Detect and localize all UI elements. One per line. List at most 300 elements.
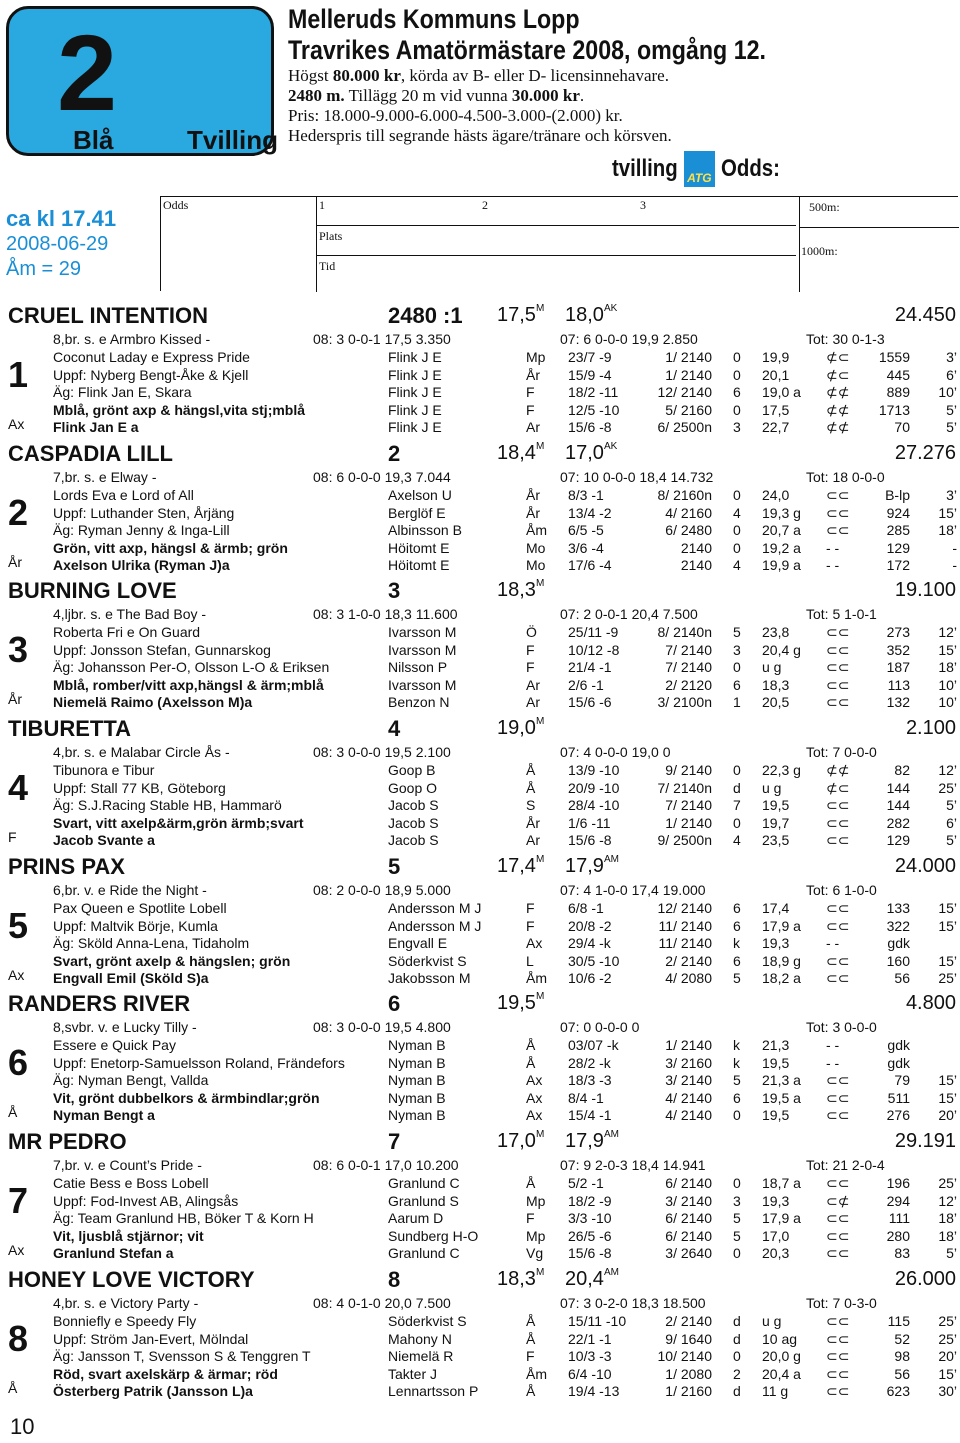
start-line-cell: 1/ 2140 xyxy=(665,814,712,831)
start-line xyxy=(0,1090,960,1107)
start-line-cell: Å xyxy=(526,1054,536,1071)
start-line xyxy=(0,1037,960,1054)
driver-license: Ax xyxy=(8,967,25,983)
start-line-cell: Jacob Svante a xyxy=(53,832,155,849)
start-line-cell: F xyxy=(526,1348,535,1365)
horse-record-1: $18,3^M$ xyxy=(497,578,545,601)
start-line-cell: ⊂⊂ xyxy=(826,659,850,676)
start-line-cell: Flink J E xyxy=(388,419,442,436)
start-line-cell: 5’ xyxy=(946,797,957,814)
start-line-cell: 6/8 -1 xyxy=(568,900,604,916)
start-line-cell: 29/4 -k xyxy=(568,935,611,952)
start-line-cell: - - xyxy=(826,1037,840,1053)
start-line xyxy=(0,624,960,641)
start-line-cell: 3 xyxy=(733,1192,741,1209)
start-line-cell: Äg: Team Granlund HB, Böker T & Korn H xyxy=(53,1210,314,1227)
start-line-cell: F xyxy=(526,1210,535,1227)
start-line-cell: ⊂⊂ xyxy=(826,1245,850,1262)
start-line-cell: 15’ xyxy=(938,1072,957,1089)
start-line-cell: 0 xyxy=(733,762,741,778)
start-line xyxy=(0,349,960,366)
start-line-cell: Åm xyxy=(526,522,547,539)
horse-stat-info: 4,ljbr. s. e The Bad Boy - xyxy=(53,606,207,622)
start-line xyxy=(0,1104,960,1124)
start-line-cell: 4/ 2080 xyxy=(665,970,712,987)
start-line-cell: 10’ xyxy=(938,384,957,401)
start-line xyxy=(0,918,960,935)
horse-stat-info: 6,br. v. e Ride the Night - xyxy=(53,882,207,898)
horse-stat-info: 8,br. s. e Armbro Kissed - xyxy=(53,331,211,347)
start-line xyxy=(0,1210,960,1227)
start-line-cell: 70 xyxy=(894,419,910,436)
start-line-cell: Ivarsson M xyxy=(388,676,457,693)
start-line-cell: 1/6 -11 xyxy=(568,814,611,831)
start-line xyxy=(0,505,960,522)
start-line-cell: 9/ 1640 xyxy=(665,1330,712,1347)
start-line-cell: 322 xyxy=(886,917,910,934)
start-line-cell: ⊄⊂ xyxy=(826,349,850,365)
start-line-cell: 445 xyxy=(886,366,910,383)
start-line-cell: 6/ 2140 xyxy=(665,1227,712,1244)
start-line-cell: 1/ 2140 xyxy=(665,366,712,383)
horse-record-1: $17,5^M$ xyxy=(497,303,545,326)
horse-stat-info: 07: 9 2-0-3 18,4 14.941 xyxy=(560,1157,706,1173)
start-line-cell: Österberg Patrik (Jansson L)a xyxy=(53,1383,253,1400)
horse-distance: 8 xyxy=(388,1267,401,1292)
horse-stat-info: 08: 6 0-0-0 19,3 7.044 xyxy=(313,469,451,485)
grid-tid-label: Tid xyxy=(319,259,336,273)
start-line-cell: u g xyxy=(762,659,782,676)
start-line-cell: Granlund S xyxy=(388,1192,459,1209)
horse-distance: 3 xyxy=(388,578,401,603)
start-line-cell: 623 xyxy=(886,1383,910,1400)
start-line xyxy=(0,900,960,917)
start-line-cell: 11/ 2140 xyxy=(658,917,712,934)
atg-horse-icon: ATG xyxy=(684,151,715,187)
start-line-cell: 17/6 -4 xyxy=(568,557,612,574)
start-line-cell: 6/5 -5 xyxy=(568,522,604,539)
start-line-cell: 15’ xyxy=(938,641,957,658)
start-line-cell: 20,5 xyxy=(762,694,790,711)
start-line-cell: - xyxy=(952,557,957,574)
start-line-cell: d xyxy=(733,1330,741,1347)
horse-stat-info: 4,br. s. e Victory Party - xyxy=(53,1295,199,1311)
start-line-cell: Nyman B xyxy=(388,1107,446,1124)
horse-stat-info: 07: 0 0-0-0 0 xyxy=(560,1019,640,1035)
start-line-cell: ⊄⊄ xyxy=(826,401,850,418)
start-line-cell: Jacob S xyxy=(388,797,439,814)
grid-col-2: 2 xyxy=(482,198,488,212)
start-line-cell: Roberta Fri e On Guard xyxy=(53,624,201,640)
horse-stat-info: Tot: 7 0-0-0 xyxy=(806,744,877,760)
horse-stat-info: 08: 3 1-0-0 18,3 11.600 xyxy=(313,606,458,622)
horse-record-2: $17,0^{AK}$ xyxy=(565,441,618,464)
start-line-cell: Benzon N xyxy=(388,694,450,711)
start-line-cell: 25’ xyxy=(938,1330,957,1347)
start-line-cell: 1/ 2140 xyxy=(665,349,712,365)
start-line-cell: Å xyxy=(526,1313,536,1329)
start-line-cell: Mahony N xyxy=(388,1330,452,1347)
start-line-cell: Ivarsson M xyxy=(388,641,457,658)
start-line-cell: 18’ xyxy=(938,1227,957,1244)
start-line-cell: 20,0 g xyxy=(762,1348,801,1365)
start-line-cell: 352 xyxy=(886,641,910,658)
start-line xyxy=(0,659,960,676)
start-line-cell: 21,3 a xyxy=(762,1072,801,1089)
start-line-cell: 15’ xyxy=(938,900,957,916)
start-line-cell: 3 xyxy=(733,641,741,658)
horse-odds-total: 24.000 xyxy=(894,855,956,877)
start-line-cell: Engvall E xyxy=(388,935,448,952)
start-line-cell: k xyxy=(733,1054,740,1071)
start-line-cell: - - xyxy=(826,539,840,556)
driver-license: År xyxy=(8,554,22,570)
driver-license: F xyxy=(8,829,17,845)
start-line-cell: Pax Queen e Spotlite Lobell xyxy=(53,900,227,916)
start-line-cell: 7/ 2140 xyxy=(665,641,712,658)
start-line-cell: ⊄⊄ xyxy=(826,384,850,401)
start-line-cell: ⊂⊂ xyxy=(826,624,850,640)
start-line-cell: Ivarsson M xyxy=(388,624,457,640)
start-line-cell: 0 xyxy=(733,659,741,676)
start-line-cell: 22,3 g xyxy=(762,762,801,778)
start-line xyxy=(0,1175,960,1192)
start-line-cell: 18,2 a xyxy=(762,970,801,987)
start-line-cell: 79 xyxy=(894,1072,910,1089)
race-subtitle: Travrikes Amatörmästare 2008, omgång 12. xyxy=(288,35,766,65)
start-line-cell: u g xyxy=(762,1313,782,1329)
start-line-cell: 1713 xyxy=(878,401,910,418)
result-grid xyxy=(160,196,958,291)
horse-name: HONEY LOVE VICTORY xyxy=(8,1267,255,1292)
tvilling-odds-logo xyxy=(612,150,790,188)
start-line-cell: 3/3 -10 xyxy=(568,1210,612,1227)
start-line-cell: Flink Jan E a xyxy=(53,419,139,436)
horse-record-1: $19,0^M$ xyxy=(497,716,545,739)
start-line-cell: F xyxy=(526,401,535,418)
post-position: 1 xyxy=(8,354,29,395)
start-line-cell: Berglöf E xyxy=(388,504,446,521)
start-line-cell: 23/7 -9 xyxy=(568,349,612,365)
start-line-cell: ⊂⊂ xyxy=(826,1383,850,1400)
start-line-cell: 6 xyxy=(733,952,741,969)
start-line-cell: Uppf: Enetorp-Samuelsson Roland, Frändefors xyxy=(53,1054,345,1071)
race-header xyxy=(288,4,844,146)
start-line-cell: 3/6 -4 xyxy=(568,539,604,556)
horse-entry xyxy=(0,305,960,441)
start-line-cell: 111 xyxy=(888,1210,910,1227)
start-line-cell: 2/6 -1 xyxy=(568,676,604,693)
start-line-cell: Ö xyxy=(526,624,537,640)
horse-stat-info: 07: 2 0-0-1 20,4 7.500 xyxy=(560,606,698,622)
start-line-cell: Jakobsson M xyxy=(388,970,471,987)
horse-distance: 6 xyxy=(388,991,401,1016)
horse-stat-info: 08: 4 0-1-0 20,0 7.500 xyxy=(313,1295,451,1311)
start-line-cell: 0 xyxy=(733,366,741,383)
start-line-cell: 6/4 -10 xyxy=(568,1365,612,1382)
start-line-cell: 15/6 -6 xyxy=(568,694,612,711)
start-line-cell: 4 xyxy=(733,504,741,521)
start-line-cell: 15’ xyxy=(938,952,957,969)
horse-stat-info: 7,br. s. e Elway - xyxy=(53,469,157,485)
start-line xyxy=(0,1072,960,1089)
start-line-cell: 6/ 2500n xyxy=(657,419,712,436)
start-line-cell: ⊂⊂ xyxy=(826,1330,850,1347)
horse-entry xyxy=(0,443,960,579)
start-line-cell: Sundberg H-O xyxy=(388,1227,479,1244)
start-line-cell: År xyxy=(526,814,540,831)
start-line-cell: 18/3 -3 xyxy=(568,1072,612,1089)
start-line-cell: 20,4 a xyxy=(762,1365,801,1382)
horse-name: RANDERS RIVER xyxy=(8,991,191,1016)
start-line-cell: Andersson M J xyxy=(388,900,482,916)
driver-license: År xyxy=(8,691,22,707)
start-line-cell: 15/6 -8 xyxy=(568,419,612,436)
horse-record-1: $19,5^M$ xyxy=(497,991,545,1014)
start-line xyxy=(0,762,960,779)
start-line-cell: 115 xyxy=(887,1313,910,1329)
start-line-cell: Ar xyxy=(526,832,540,849)
start-line-cell: 276 xyxy=(886,1107,910,1124)
start-line-cell: 3/ 2160 xyxy=(665,1054,712,1071)
start-line-cell: 4/ 2140 xyxy=(665,1089,712,1106)
start-line-cell: 56 xyxy=(894,970,910,987)
start-line-cell: Tibunora e Tibur xyxy=(53,762,155,778)
start-line-cell: Nyman B xyxy=(388,1054,446,1071)
race-type: Tvilling xyxy=(187,125,278,155)
start-line-cell: ⊂⊂ xyxy=(826,1365,850,1382)
start-line-cell: ⊂⊂ xyxy=(826,900,850,916)
horse-stat-info: 08: 3 0-0-0 19,5 4.800 xyxy=(313,1019,451,1035)
start-line-cell: 10’ xyxy=(938,676,957,693)
start-line-cell: 12/ 2140 xyxy=(657,384,712,401)
start-line-cell: 10/6 -2 xyxy=(568,970,612,987)
start-line-cell: 15’ xyxy=(938,917,957,934)
grid-col-1: 1 xyxy=(319,198,325,212)
start-line-cell: ⊂⊂ xyxy=(826,487,850,503)
start-time: ca kl 17.41 xyxy=(6,206,117,231)
start-line-cell: 5’ xyxy=(946,832,957,849)
start-line xyxy=(0,815,960,832)
horse-entry xyxy=(0,1131,960,1267)
horse-stat-info: 08: 2 0-0-0 18,9 5.000 xyxy=(313,882,451,898)
start-line-cell: Jacob S xyxy=(388,814,439,831)
start-line-cell: 30/5 -10 xyxy=(568,952,620,969)
start-line-cell: 12’ xyxy=(938,1192,957,1209)
horse-stat-info: Tot: 6 1-0-0 xyxy=(806,882,877,898)
start-line-cell: 0 xyxy=(733,1175,741,1191)
start-line-cell: L xyxy=(526,952,534,969)
start-line-cell: 0 xyxy=(733,1348,741,1365)
start-line-cell: 5 xyxy=(733,970,741,987)
start-line-cell: 19,3 g xyxy=(762,504,801,521)
start-line-cell: 4/ 2160 xyxy=(665,504,712,521)
start-line-cell: 21/4 -1 xyxy=(568,659,612,676)
start-line-cell: ⊂⊂ xyxy=(826,917,850,934)
race-condition-line: 2480 m. Tillägg 20 m vid vunna 30.000 kr. xyxy=(288,86,585,105)
driver-license: Ax xyxy=(8,416,25,432)
start-line-cell: F xyxy=(526,900,535,916)
start-line-cell: 6 xyxy=(733,900,741,916)
start-line-cell: 285 xyxy=(886,522,910,539)
start-line-cell: 19,3 xyxy=(762,935,790,952)
start-line-cell: Lennartsson P xyxy=(388,1383,479,1400)
start-line-cell: ⊄⊂ xyxy=(826,779,850,796)
horse-record-1: $18,3^M$ xyxy=(497,1267,545,1290)
start-line-cell: 17,0 xyxy=(762,1227,790,1244)
start-line-cell: 924 xyxy=(886,504,910,521)
start-line-cell: Vit, ljusblå stjärnor; vit xyxy=(53,1227,204,1244)
horse-distance: 5 xyxy=(388,854,401,879)
start-line-cell: S xyxy=(526,797,536,814)
start-line-cell: Höitomt E xyxy=(388,557,450,574)
start-line-cell: 2140 xyxy=(680,539,712,556)
start-line-cell: Ar xyxy=(526,419,540,436)
start-line-cell: Uppf: Stall 77 KB, Göteborg xyxy=(53,779,226,796)
post-position: 2 xyxy=(8,492,29,533)
start-line-cell: F xyxy=(526,917,535,934)
start-line-cell: Å xyxy=(526,1330,536,1347)
start-line-cell: 19,2 a xyxy=(762,539,801,556)
start-line-cell: Uppf: Maltvik Börje, Kumla xyxy=(53,917,218,934)
start-line-cell: Flink J E xyxy=(388,349,442,365)
start-line-cell: Mo xyxy=(526,557,546,574)
post-position: 7 xyxy=(8,1180,29,1221)
horse-name: PRINS PAX xyxy=(8,854,125,879)
start-line-cell: Andersson M J xyxy=(388,917,482,934)
start-line-cell: ⊄⊄ xyxy=(826,762,850,778)
start-line-cell: 5/ 2160 xyxy=(665,401,712,418)
start-line-cell: År xyxy=(526,487,540,503)
start-line-cell: Essere e Quick Pay xyxy=(53,1037,176,1053)
start-line-cell: Granlund Stefan a xyxy=(53,1245,174,1262)
post-position: 6 xyxy=(8,1042,29,1083)
horse-stat-info: 07: 4 0-0-0 19,0 0 xyxy=(560,744,671,760)
start-line-cell: 18’ xyxy=(938,1210,957,1227)
start-line-cell: 113 xyxy=(887,676,910,693)
start-line-cell: 0 xyxy=(733,814,741,831)
start-line xyxy=(0,642,960,659)
start-line-cell: Å xyxy=(526,779,536,796)
driver-license: Ax xyxy=(8,1242,25,1258)
start-line-cell: 19,5 xyxy=(762,797,790,814)
start-line-cell: 20,1 xyxy=(762,366,790,383)
start-line-cell: Aarum D xyxy=(388,1210,444,1227)
start-line-cell: Äg: Ryman Jenny & Inga-Lill xyxy=(53,522,230,539)
start-line-cell: 20,7 a xyxy=(762,522,801,539)
start-line-cell: 17,9 a xyxy=(762,1210,801,1227)
start-line-cell: ⊂⊂ xyxy=(826,1313,850,1329)
start-line-cell: 5 xyxy=(733,1227,741,1244)
start-line-cell: 12/5 -10 xyxy=(568,401,620,418)
horse-stat-info: Tot: 21 2-0-4 xyxy=(806,1157,885,1173)
start-line-cell: Röd, svart axelskärp & ärmar; röd xyxy=(53,1365,278,1382)
start-line-cell: 144 xyxy=(886,797,910,814)
start-line-cell: 2/ 2120 xyxy=(665,676,712,693)
start-line-cell: 21,3 xyxy=(762,1037,790,1053)
start-line-cell: Mblå, romber/vitt axp,hängsl & ärm;mblå xyxy=(53,676,324,693)
start-line-cell: 511 xyxy=(887,1089,910,1106)
start-line-cell: Goop B xyxy=(388,762,436,778)
start-line-cell: 25’ xyxy=(938,1175,957,1191)
start-line-cell: Jacob S xyxy=(388,832,439,849)
start-line-cell: d xyxy=(733,779,741,796)
start-line-cell: 132 xyxy=(886,694,910,711)
start-line-cell: 5/2 -1 xyxy=(568,1175,604,1191)
post-position: 8 xyxy=(8,1318,29,1359)
start-line-cell: År xyxy=(526,504,540,521)
start-line-cell: 19,5 xyxy=(762,1107,790,1124)
start-line-cell: Granlund C xyxy=(388,1175,460,1191)
start-line-cell: 25’ xyxy=(938,1313,957,1329)
start-line-cell: 98 xyxy=(894,1348,910,1365)
start-line-cell: 3/ 2640 xyxy=(665,1245,712,1262)
horse-odds-total: 27.276 xyxy=(894,442,956,464)
start-line-cell: 2/ 2140 xyxy=(665,1313,712,1329)
start-line-cell: 196 xyxy=(886,1175,910,1191)
start-line-cell: 6 xyxy=(733,384,741,401)
start-line-cell: 6/ 2140 xyxy=(665,1210,712,1227)
start-line-cell: ⊂⊂ xyxy=(826,1348,850,1365)
start-line-cell: 160 xyxy=(886,952,910,969)
start-line-cell: Å xyxy=(526,1383,536,1400)
race-title: Melleruds Kommuns Lopp xyxy=(288,4,580,34)
start-line-cell: 15/11 -10 xyxy=(568,1313,627,1329)
start-line-cell: 133 xyxy=(886,900,910,916)
start-line-cell: 20’ xyxy=(938,1107,957,1124)
post-position: 3 xyxy=(8,629,29,670)
start-line-cell: gdk xyxy=(887,1037,910,1053)
start-line-cell: Engvall Emil (Sköld S)a xyxy=(53,970,209,987)
start-line-cell: k xyxy=(733,1037,740,1053)
start-line-cell: 6 xyxy=(733,676,741,693)
horse-odds-total: 4.800 xyxy=(905,992,956,1014)
start-line-cell: 6 xyxy=(733,1089,741,1106)
start-line-cell: År xyxy=(526,366,540,383)
horse-record-1: $18,4^M$ xyxy=(497,441,545,464)
start-line-cell: 9/ 2140 xyxy=(665,762,712,778)
post-position: 5 xyxy=(8,905,29,946)
horse-odds-total: 19.100 xyxy=(894,579,956,601)
start-line-cell: 5’ xyxy=(946,419,957,436)
start-line-cell: Bonniefly e Speedy Fly xyxy=(53,1313,197,1329)
start-line-cell: B-lp xyxy=(885,487,910,503)
start-line-cell: 4 xyxy=(733,557,741,574)
start-line-cell: Svart, grönt axelp & hängslen; grön xyxy=(53,952,291,969)
start-line-cell: 273 xyxy=(886,624,910,640)
start-line-cell: 20,4 g xyxy=(762,641,801,658)
start-line-cell: Uppf: Fod-Invest AB, Alingsås xyxy=(53,1192,239,1209)
start-line-cell: Vg xyxy=(526,1245,544,1262)
horse-stat-info: Tot: 30 0-1-3 xyxy=(806,331,885,347)
start-line-cell: 8/3 -1 xyxy=(568,487,604,503)
start-line xyxy=(0,1242,960,1262)
start-line-cell: 15/6 -8 xyxy=(568,832,612,849)
start-line-cell: Flink J E xyxy=(388,401,442,418)
start-line-cell: 12’ xyxy=(938,624,957,640)
start-line xyxy=(0,967,960,987)
start-line-cell: Lords Eva e Lord of All xyxy=(53,487,194,503)
start-line-cell: 15/9 -4 xyxy=(568,366,612,383)
start-line-cell: ⊂⊂ xyxy=(826,676,850,693)
start-line-cell: Uppf: Jonsson Stefan, Gunnarskog xyxy=(53,641,271,658)
start-line-cell: 5 xyxy=(733,1072,741,1089)
start-line-cell: - - xyxy=(826,1054,840,1071)
grid-plats-label: Plats xyxy=(319,229,343,243)
start-line-cell: Nilsson P xyxy=(388,659,448,676)
start-line-cell: ⊄⊄ xyxy=(826,419,850,436)
start-line xyxy=(0,384,960,401)
